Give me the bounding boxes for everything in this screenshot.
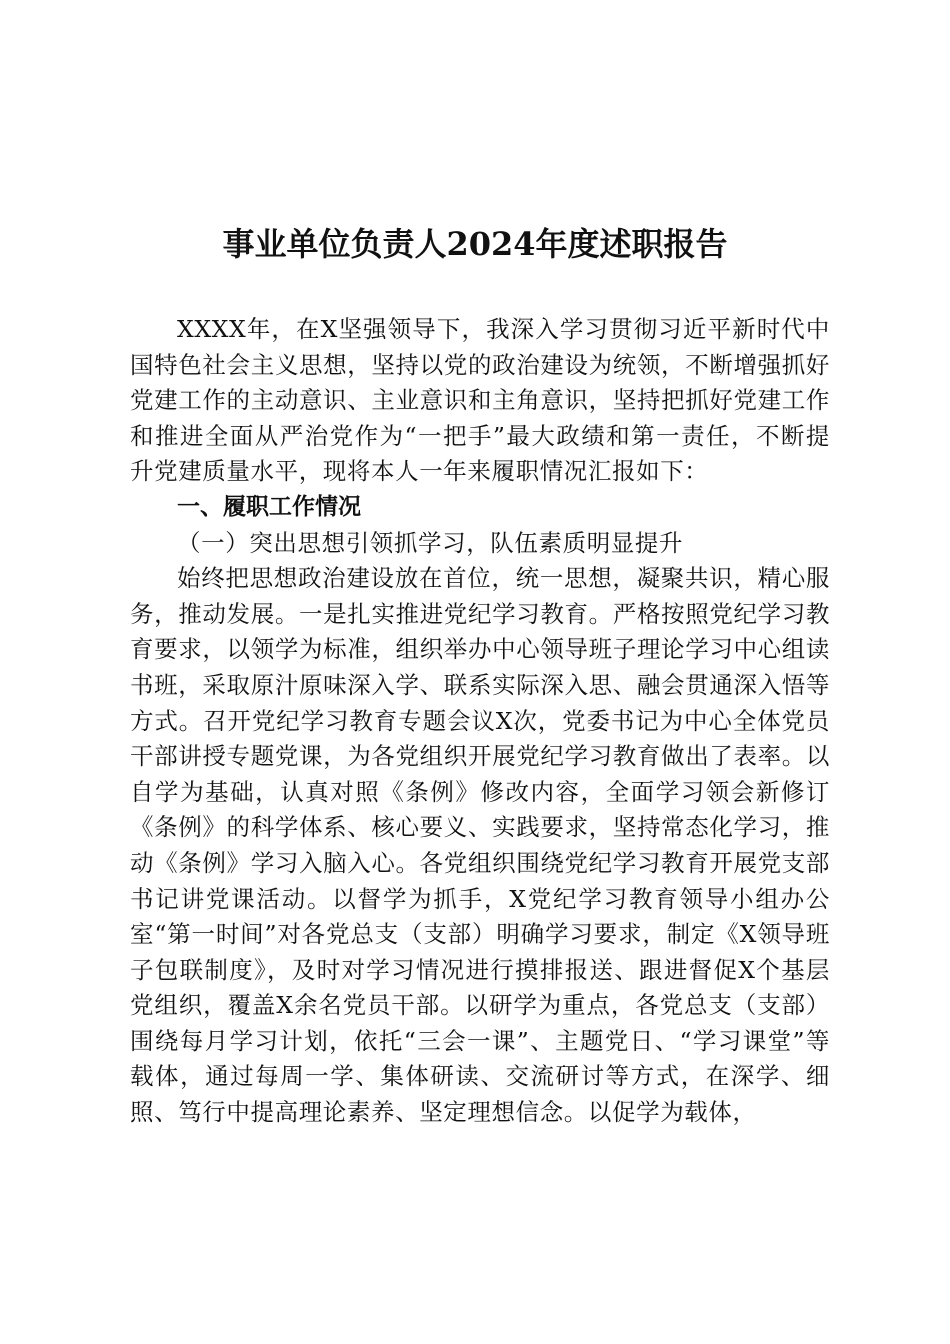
subsection-paragraph: 始终把思想政治建设放在首位，统一思想，凝聚共识，精心服务，推动发展。一是扎实推进党纪学习教育。严格按照党纪学习教育要求，以领学为标准，组织举办中心领导班子理论学习中心组读书班，采取原汁原味深入学、联系实际深入思、融会贯通深入悟等方式。召开党纪学习教育专题会议X次，党委书记为中心全体党员干部讲授专题党课，为各党组织开展党纪学习教育做出了表率。以自学为基础，认真对照《条例》修改内容，全面学习领会新修订《条例》的科学体系、核心要义、实践要求，坚持常态化学习，推动《条例》学习入脑入心。各党组织围绕党纪学习教育开展党支部书记讲党课活动。以督学为抓手，X党纪学习教育领导小组办公室“第一时间”对各党总支（支部）明确学习要求，制定《X领导班子包联制度》，及时对学习情况进行摸排报送、跟进督促X个基层党组织，覆盖X余名党员干部。以研学为重点，各党总支（支部）围绕每月学习计划，依托“三会一课”、主题党日、“学习课堂”等载体，通过每周一学、集体研读、交流研讨等方式，在深学、细照、笃行中提高理论素养、坚定理想信念。以促学为载体，	[130, 564, 830, 1127]
document-body	[130, 312, 830, 1131]
intro-paragraph: XXXX年，在X坚强领导下，我深入学习贯彻习近平新时代中国特色社会主义思想，坚持以党的政治建设为统领，不断增强抓好党建工作的主动意识、主业意识和主角意识，坚持把抓好党建工作和推进全面从严治党作为“一把手”最大政绩和第一责任，不断提升党建质量水平，现将本人一年来履职情况汇报如下：	[130, 315, 830, 486]
document-title: 事业单位负责人2024年度述职报告	[222, 225, 728, 263]
subsection-heading: （一）突出思想引领抓学习，队伍素质明显提升	[177, 528, 684, 557]
section-heading: 一、履职工作情况	[177, 493, 361, 520]
